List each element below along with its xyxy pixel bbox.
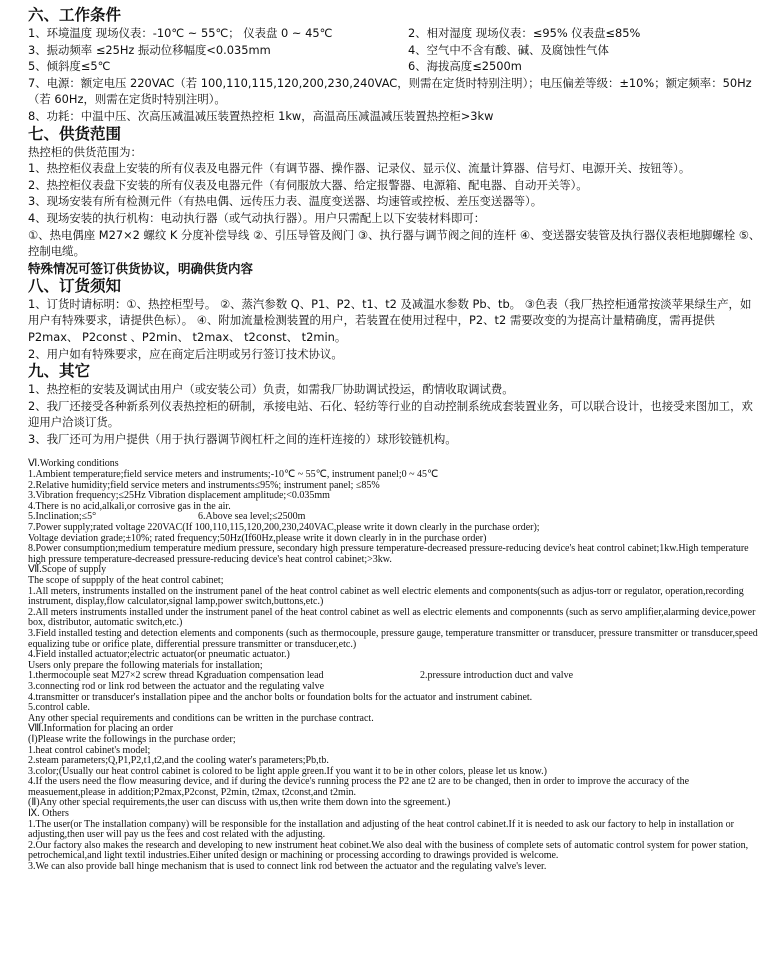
cn-line: 1、订货时请标明：①、热控柜型号。 ②、蒸汽参数 Q、P1、P2、t1、t2 及减温水参数 Pb、tb。 ③色表（我厂热控柜通常按淡苹果绿生产，如用户有特殊要求，请提供色标）。 ④、附加流量检测装置的用户，若装置在使用过程中，P2、t2 需要改变的为提高计量精确度，需再提供 P2max、 P2const 、P2min、 t2max、 t2const、 t2min。 (28, 296, 752, 344)
en-line: 1.heat control cabinet's model; (28, 744, 151, 756)
en-line: 3.connecting rod or link rod between the actuator and the regulating valve (28, 680, 325, 692)
chinese-section (28, 6, 762, 447)
heading-scope-of-supply: 七、供货范围 (28, 124, 122, 143)
cn-line: 3、现场安装有所有检测元件（有热电偶、远传压力表、温度变送器、均速管或控板、差压变送器等）。 (28, 194, 543, 209)
en-line: 2.Relative humidity;field service meters and instruments≤95%; instrument panel; ≤85% (28, 479, 380, 491)
cn-line: 2、用户如有特殊要求，应在商定后注明或另行签订技术协议。 (28, 346, 343, 361)
en-line: 4.transmitter or transducer's installation pipee and the anchor bolts or foundation bolts for the actuator and instrument cabinet. (28, 691, 533, 703)
en-line: 5.control cable. (28, 702, 90, 714)
en-line: 1.The user(or The installation company) will be responsible for the installation and adjusting of the heat control cabinet.If it is needed to ask our factory to help in installation or adjusting,then user will pay us the fees and cost related with the adjusting. (28, 818, 735, 841)
cn-line: 1、热控柜仪表盘上安装的所有仪表及电器元件（有调节器、操作器、记录仪、显示仪、流量计算器、信号灯、电源开关、按钮等）。 (28, 161, 691, 176)
cn-line: 热控柜的供货范围为： (28, 144, 142, 159)
en-line: 2.steam parameters;Q,P1,P2,t1,t2,and the cooling water's parameters;Pb,tb. (28, 755, 329, 767)
en-line: 2.Our factory also makes the research and developing to new instrument heat cobinet.We also deal with the business of complete sets of automatic control system for power station, petrochemical,and light textil industries.Eiher united design or machining or processing according to drawings provided is welcome. (28, 839, 749, 862)
heading-working-conditions: 六、工作条件 (28, 6, 122, 24)
en-line: 3.Vibration frequency;≤25Hz Vibration displacement amplitude;<0.035mm (28, 490, 330, 502)
en-line: 5.Inclination;≤5° 6.Above sea level;≤2500m (28, 511, 306, 523)
en-line: (Ⅰ)Please write the followings in the purchase order; (28, 733, 236, 745)
heading-order-notice: 八、订货须知 (28, 276, 122, 295)
cn-line: 3、我厂还可为用户提供（用于执行器调节阀杠杆之间的连杆连接的）球形铰链机构。 (28, 431, 457, 446)
en-line: 4.Field installed actuator;electric actuator(or pneumatic actuator.) (28, 649, 290, 661)
cn-line: 4、现场安装的执行机构：电动执行器（或气动执行器）。用户只需配上以下安装材料即可： (28, 210, 486, 225)
cn-line: 8、功耗：中温中压、次高压减温减压装置热控柜 1kw，高温高压减温减压装置热控柜>3kw (28, 108, 494, 123)
en-line: 4.If the users need the flow measuring device, and if during the device's running process the P2 ane t2 are to be changed, then in order to improve the accuracy of the measuement,please in addition;P2max,P2const, P2min, t2max, t2const,and t2min. (28, 776, 690, 798)
cn-line: 7、电源：额定电压 220VAC（若 100,110,115,120,200,230,240VAC，则需在定货时特别注明）；电压偏差等级：±10%；额定频率：50Hz（若 60Hz，则需在定货时特别注明）。 (28, 75, 752, 107)
en-line: Users only prepare the following materials for installation; (28, 659, 263, 671)
en-line: 1.thermocouple seat M27×2 screw thread Kgraduation compensation lead 2.pressure introduction duct and valve (28, 670, 574, 682)
en-heading: Ⅷ.Information for placing an order (28, 723, 174, 735)
cn-line: 1、环境温度 现场仪表：-10℃ ~ 55℃； 仪表盘 0 ~ 45℃ 2、相对湿度 现场仪表：≤95% 仪表盘≤85% (28, 26, 641, 40)
en-line: 2.All meters instruments installed under the instrument panel of the heat control cabinet as well as electric elements and componennts (such as servo amplifier,alarming device,power box, distributor, automatic switch,etc.) (28, 606, 756, 629)
en-line: Voltage deviation grade;±10%; rated frequency;50Hz(If60Hz,please write it down clearly in in the purchase order) (28, 532, 487, 544)
en-line: The scope of suppply of the heat control cabinet; (28, 575, 224, 586)
cn-line: 2、热控柜仪表盘下安装的所有仪表及电器元件（有伺服放大器、给定报警器、电源箱、配电器、自动开关等）。 (28, 177, 588, 192)
en-line: 3.color;(Usually our heat control cabinet is colored to be light apple green.If you want it to be in other colors, please let us know.) (28, 765, 547, 777)
en-line: 3.Field installed testing and detection elements and components (such as thermocouple, pressure gauge, temperature transmitter or transducer, pressure transmitter or transducer,speed equalizing tube or orifice plate, differential pressure transmitter or transducer,etc.) (28, 627, 758, 650)
cn-line: 5、倾斜度≤5℃ 6、海拔高度≤2500m (28, 59, 522, 74)
en-line: (Ⅱ)Any other special requirements,the user can discuss with us,then write them down into the sgreement.) (28, 797, 451, 809)
en-line: 7.Power supply;rated voltage 220VAC(If 100,110,115,120,200,230,240VAC,please write it down clearly in the purchase order); (28, 522, 540, 534)
cn-line: 1、热控柜的安装及调试由用户（或安装公司）负责，如需我厂协助调试投运，酌情收取调试费。 (28, 382, 514, 397)
heading-others: 九、其它 (28, 362, 91, 381)
en-line: Any other special requirements and conditions can be written in the purchase contract. (28, 712, 374, 724)
en-heading: Ⅶ.Scope of supply (28, 564, 107, 576)
en-line: 1.Ambient temperature;field service meters and instruments;-10℃ ~ 55℃, instrument panel;0 ~ 45℃ (28, 469, 439, 481)
cn-line: 3、振动频率 ≤25Hz 振动位移幅度<0.035mm 4、空气中不含有酸、碱、及腐蚀性气体 (28, 42, 609, 57)
en-line: 8.Power consumption;medium temperature medium pressure, secondary high pressure temperature-decreased pressure-reducing device's heat control cabinet;1kw.High temperature high pressure temperature-decreased pressure-reducing device's heat control cabinet;>3kw. (28, 543, 749, 565)
cn-line: 2、我厂还接受各种新系列仪表热控柜的研制，承接电站、石化、轻纺等行业的自动控制系统成套装置业务，可以联合设计，也接受来图加工，欢迎用户洽谈订货。 (28, 398, 753, 430)
en-line: 1.All meters, instruments installed on the instrument panel of the heat control cabinet as well electric elements and components(such as adjus-torr or regulator, operation,recording instrument, display,flow calculator,signal lamp,power switch,buttons,etc.) (28, 585, 744, 608)
en-line: 3.We can also provide ball hinge mechanism that is used to connect link rod between the actuator and the regulating valve's lever. (28, 861, 547, 873)
en-line: 4.There is no acid,alkali,or corrosive gas in the air. (28, 500, 231, 512)
cn-line: ①、热电偶座 M27×2 螺纹 K 分度补偿导线 ②、引压导管及阀门 ③、执行器与调节阀之间的连杆 ④、变送器安装管及执行器仪表柜地脚螺栓 ⑤、控制电缆。 (28, 227, 761, 259)
en-heading: Ⅸ. Others (28, 808, 69, 820)
english-section (28, 459, 762, 872)
en-heading: Ⅵ.Working conditions (28, 458, 119, 470)
special-agreement-note: 特殊情况可签订供货协议，明确供货内容 (28, 260, 254, 276)
